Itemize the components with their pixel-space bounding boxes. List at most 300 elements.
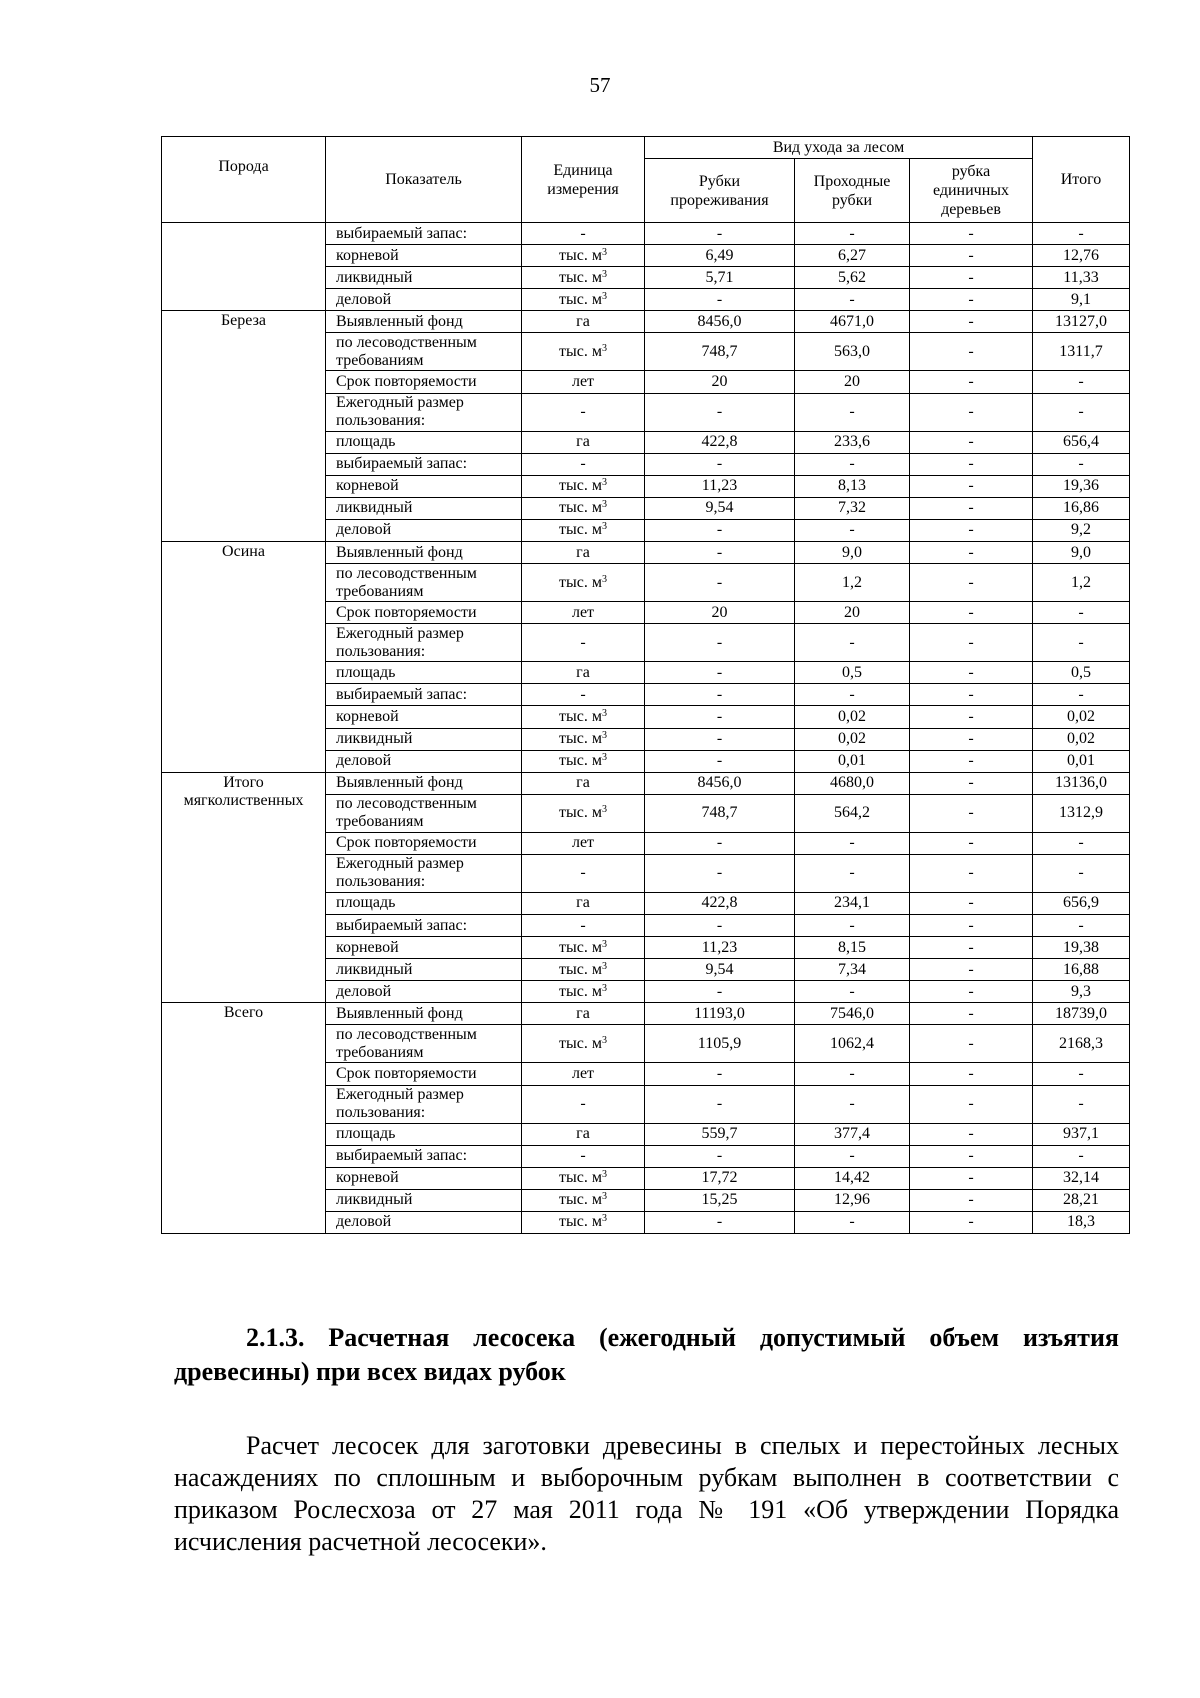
value-cell: - <box>910 662 1033 684</box>
value-cell: - <box>795 981 910 1003</box>
value-cell: - <box>645 624 795 662</box>
total-cell: 13136,0 <box>1033 772 1130 794</box>
species-cell: Всего <box>162 1003 326 1234</box>
unit-superscript: 3 <box>601 804 607 816</box>
value-cell: - <box>795 1145 910 1167</box>
value-cell: - <box>910 602 1033 624</box>
total-cell: 0,02 <box>1033 706 1130 728</box>
value-cell: - <box>795 393 910 431</box>
unit-cell <box>522 564 645 602</box>
unit-text: тыс. м <box>559 342 602 360</box>
value-cell: - <box>910 453 1033 475</box>
total-cell: 0,02 <box>1033 728 1130 750</box>
unit-cell <box>522 662 645 684</box>
value-cell: - <box>645 289 795 311</box>
value-cell: - <box>645 453 795 475</box>
value-cell: - <box>795 453 910 475</box>
unit-superscript: 3 <box>601 342 607 354</box>
unit-text: - <box>580 916 586 934</box>
unit-superscript: 3 <box>601 1213 607 1225</box>
indicator-cell: ликвидный <box>326 267 522 289</box>
section-heading: 2.1.3. Расчетная лесосека (ежегодный допустимый объем изъятия древесины) при всех видах рубок <box>174 1323 1119 1386</box>
value-cell: 8,15 <box>795 937 910 959</box>
total-cell: 9,3 <box>1033 981 1130 1003</box>
table-row <box>162 772 1130 794</box>
body-paragraph: Расчет лесосек для заготовки древесины в спелых и перестойных лесных насаждениях по сплошным и выборочным рубкам выполнен в соответствии с приказом Рослесхоза от 27 мая 2011 года № 191 «Об утверждении Порядка исчисления расчетной лесосеки». <box>174 1431 1119 1556</box>
header-single-tree-cutting: рубка единичных деревьев <box>910 159 1033 223</box>
value-cell: - <box>910 267 1033 289</box>
value-cell: - <box>910 223 1033 245</box>
indicator-cell: выбираемый запас: <box>326 1145 522 1167</box>
value-cell: 748,7 <box>645 333 795 371</box>
unit-text: лет <box>571 834 595 852</box>
value-cell: 6,27 <box>795 245 910 267</box>
unit-text: тыс. м <box>559 752 602 770</box>
unit-text: тыс. м <box>559 573 602 591</box>
total-cell: 1311,7 <box>1033 333 1130 371</box>
value-cell: 0,5 <box>795 662 910 684</box>
total-cell: 19,36 <box>1033 475 1130 497</box>
value-cell: - <box>910 854 1033 892</box>
value-cell: - <box>910 794 1033 832</box>
unit-superscript: 3 <box>601 573 607 585</box>
unit-superscript: 3 <box>601 1034 607 1046</box>
indicator-cell: корневой <box>326 937 522 959</box>
value-cell: 14,42 <box>795 1167 910 1189</box>
header-forest-care-type: Вид ухода за лесом <box>645 137 1033 159</box>
value-cell: - <box>645 564 795 602</box>
value-cell: 20 <box>795 371 910 393</box>
value-cell: - <box>795 832 910 854</box>
value-cell: - <box>645 542 795 564</box>
unit-text: - <box>580 403 586 421</box>
value-cell: - <box>795 223 910 245</box>
total-cell: 1312,9 <box>1033 794 1130 832</box>
unit-cell <box>522 542 645 564</box>
value-cell: - <box>645 684 795 706</box>
indicator-cell: площадь <box>326 662 522 684</box>
unit-text: тыс. м <box>559 730 602 748</box>
total-cell: 32,14 <box>1033 1167 1130 1189</box>
total-cell: - <box>1033 914 1130 936</box>
total-cell: - <box>1033 854 1130 892</box>
unit-superscript: 3 <box>601 982 607 994</box>
total-cell: 11,33 <box>1033 267 1130 289</box>
species-cell: Осина <box>162 542 326 773</box>
indicator-cell: ликвидный <box>326 959 522 981</box>
total-cell: - <box>1033 371 1130 393</box>
indicator-cell: Срок повторяемости <box>326 1063 522 1085</box>
unit-text: лет <box>571 603 595 621</box>
total-cell: - <box>1033 624 1130 662</box>
unit-text: га <box>576 543 590 561</box>
unit-cell <box>522 1063 645 1085</box>
unit-text: га <box>576 1004 590 1022</box>
indicator-cell: Срок повторяемости <box>326 832 522 854</box>
header-indicator: Показатель <box>326 137 522 223</box>
total-cell: 9,2 <box>1033 519 1130 541</box>
indicator-cell: выбираемый запас: <box>326 453 522 475</box>
indicator-cell: деловой <box>326 1211 522 1233</box>
value-cell: 377,4 <box>795 1123 910 1145</box>
value-cell: - <box>910 431 1033 453</box>
unit-superscript: 3 <box>601 1191 607 1203</box>
species-cell: Береза <box>162 311 326 542</box>
unit-text: га <box>576 433 590 451</box>
value-cell: 9,0 <box>795 542 910 564</box>
value-cell: 15,25 <box>645 1189 795 1211</box>
value-cell: - <box>795 1211 910 1233</box>
total-cell: - <box>1033 1085 1130 1123</box>
table-row <box>162 223 1130 245</box>
indicator-cell: Ежегодный размер пользования: <box>326 393 522 431</box>
unit-text: тыс. м <box>559 1169 602 1187</box>
unit-cell <box>522 1003 645 1025</box>
total-cell: 937,1 <box>1033 1123 1130 1145</box>
indicator-cell: площадь <box>326 892 522 914</box>
unit-text: тыс. м <box>559 268 602 286</box>
value-cell: 0,02 <box>795 706 910 728</box>
unit-text: тыс. м <box>559 246 602 264</box>
value-cell: - <box>910 333 1033 371</box>
unit-text: тыс. м <box>559 707 602 725</box>
value-cell: - <box>910 1211 1033 1233</box>
value-cell: - <box>645 519 795 541</box>
total-cell: 13127,0 <box>1033 311 1130 333</box>
value-cell: 12,96 <box>795 1189 910 1211</box>
value-cell: - <box>795 289 910 311</box>
unit-cell <box>522 1189 645 1211</box>
total-cell: 656,4 <box>1033 431 1130 453</box>
header-passage-cutting: Проходные рубки <box>795 159 910 223</box>
table-row <box>162 1003 1130 1025</box>
unit-cell <box>522 1025 645 1063</box>
unit-text: - <box>580 864 586 882</box>
unit-text: га <box>576 774 590 792</box>
value-cell: 1062,4 <box>795 1025 910 1063</box>
value-cell: - <box>910 981 1033 1003</box>
indicator-cell: по лесоводственным требованиям <box>326 564 522 602</box>
unit-cell <box>522 1085 645 1123</box>
unit-superscript: 3 <box>601 730 607 742</box>
unit-cell <box>522 728 645 750</box>
value-cell: - <box>795 684 910 706</box>
unit-cell <box>522 937 645 959</box>
unit-text: - <box>580 455 586 473</box>
value-cell: - <box>910 959 1033 981</box>
value-cell: - <box>910 393 1033 431</box>
total-cell: 18,3 <box>1033 1211 1130 1233</box>
value-cell: - <box>645 706 795 728</box>
unit-cell <box>522 393 645 431</box>
total-cell: - <box>1033 223 1130 245</box>
total-cell: - <box>1033 832 1130 854</box>
value-cell: - <box>645 1211 795 1233</box>
header-thinning: Рубки прореживания <box>645 159 795 223</box>
value-cell: 5,71 <box>645 267 795 289</box>
value-cell: 20 <box>645 371 795 393</box>
total-cell: 9,1 <box>1033 289 1130 311</box>
unit-text: тыс. м <box>559 804 602 822</box>
value-cell: 11,23 <box>645 475 795 497</box>
indicator-cell: выбираемый запас: <box>326 223 522 245</box>
value-cell: 233,6 <box>795 431 910 453</box>
unit-text: тыс. м <box>559 1034 602 1052</box>
value-cell: 4680,0 <box>795 772 910 794</box>
value-cell: 0,02 <box>795 728 910 750</box>
indicator-cell: Ежегодный размер пользования: <box>326 854 522 892</box>
unit-cell <box>522 497 645 519</box>
value-cell: 234,1 <box>795 892 910 914</box>
header-unit: Единица измерения <box>522 137 645 223</box>
total-cell: 19,38 <box>1033 937 1130 959</box>
indicator-cell: Выявленный фонд <box>326 1003 522 1025</box>
total-cell: 0,5 <box>1033 662 1130 684</box>
value-cell: 6,49 <box>645 245 795 267</box>
value-cell: 8456,0 <box>645 311 795 333</box>
value-cell: - <box>910 1063 1033 1085</box>
value-cell: - <box>910 1145 1033 1167</box>
unit-text: - <box>580 685 586 703</box>
value-cell: - <box>645 832 795 854</box>
unit-superscript: 3 <box>601 521 607 533</box>
total-cell: 16,88 <box>1033 959 1130 981</box>
page-number: 57 <box>589 73 611 97</box>
value-cell: 17,72 <box>645 1167 795 1189</box>
value-cell: - <box>645 662 795 684</box>
value-cell: 9,54 <box>645 497 795 519</box>
table-body <box>162 223 1130 1234</box>
unit-text: тыс. м <box>559 499 602 517</box>
value-cell: - <box>910 1085 1033 1123</box>
unit-cell <box>522 959 645 981</box>
table-row <box>162 542 1130 564</box>
unit-cell <box>522 311 645 333</box>
value-cell: - <box>645 914 795 936</box>
unit-cell <box>522 475 645 497</box>
value-cell: - <box>910 832 1033 854</box>
value-cell: - <box>910 311 1033 333</box>
indicator-cell: по лесоводственным требованиям <box>326 333 522 371</box>
value-cell: 559,7 <box>645 1123 795 1145</box>
unit-text: тыс. м <box>559 521 602 539</box>
value-cell: 20 <box>645 602 795 624</box>
value-cell: - <box>795 854 910 892</box>
value-cell: 8,13 <box>795 475 910 497</box>
table-row <box>162 311 1130 333</box>
unit-cell <box>522 267 645 289</box>
indicator-cell: площадь <box>326 1123 522 1145</box>
value-cell: 1105,9 <box>645 1025 795 1063</box>
unit-cell <box>522 431 645 453</box>
unit-text: лет <box>571 373 595 391</box>
unit-cell <box>522 289 645 311</box>
indicator-cell: ликвидный <box>326 1189 522 1211</box>
value-cell: 0,01 <box>795 750 910 772</box>
unit-text: тыс. м <box>559 982 602 1000</box>
unit-text: тыс. м <box>559 1191 602 1209</box>
unit-text: тыс. м <box>559 1213 602 1231</box>
indicator-cell: корневой <box>326 475 522 497</box>
unit-text: - <box>580 1095 586 1113</box>
unit-superscript: 3 <box>601 960 607 972</box>
unit-cell <box>522 1211 645 1233</box>
value-cell: - <box>910 371 1033 393</box>
indicator-cell: Ежегодный размер пользования: <box>326 624 522 662</box>
value-cell: - <box>910 684 1033 706</box>
value-cell: 563,0 <box>795 333 910 371</box>
value-cell: 422,8 <box>645 892 795 914</box>
header-species: Порода <box>162 137 326 223</box>
unit-cell <box>522 832 645 854</box>
indicator-cell: деловой <box>326 519 522 541</box>
header-total: Итого <box>1033 137 1130 223</box>
total-cell: 16,86 <box>1033 497 1130 519</box>
value-cell: 11193,0 <box>645 1003 795 1025</box>
total-cell: 656,9 <box>1033 892 1130 914</box>
value-cell: - <box>910 519 1033 541</box>
unit-cell <box>522 794 645 832</box>
unit-superscript: 3 <box>601 752 607 764</box>
unit-cell <box>522 223 645 245</box>
unit-cell <box>522 602 645 624</box>
value-cell: - <box>910 564 1033 602</box>
total-cell: - <box>1033 684 1130 706</box>
indicator-cell: выбираемый запас: <box>326 914 522 936</box>
unit-cell <box>522 854 645 892</box>
total-cell: 12,76 <box>1033 245 1130 267</box>
value-cell: 7,34 <box>795 959 910 981</box>
unit-cell <box>522 519 645 541</box>
unit-cell <box>522 453 645 475</box>
value-cell: 4671,0 <box>795 311 910 333</box>
unit-cell <box>522 333 645 371</box>
unit-cell <box>522 914 645 936</box>
value-cell: 7546,0 <box>795 1003 910 1025</box>
value-cell: - <box>795 914 910 936</box>
value-cell: 7,32 <box>795 497 910 519</box>
value-cell: - <box>910 892 1033 914</box>
unit-superscript: 3 <box>601 268 607 280</box>
unit-text: тыс. м <box>559 290 602 308</box>
unit-superscript: 3 <box>601 707 607 719</box>
value-cell: - <box>910 1167 1033 1189</box>
indicator-cell: Выявленный фонд <box>326 311 522 333</box>
unit-text: тыс. м <box>559 960 602 978</box>
unit-cell <box>522 371 645 393</box>
unit-superscript: 3 <box>601 477 607 489</box>
total-cell: 18739,0 <box>1033 1003 1130 1025</box>
unit-cell <box>522 772 645 794</box>
value-cell: - <box>795 1085 910 1123</box>
value-cell: 422,8 <box>645 431 795 453</box>
unit-cell <box>522 1123 645 1145</box>
indicator-cell: площадь <box>326 431 522 453</box>
total-cell: 2168,3 <box>1033 1025 1130 1063</box>
species-cell <box>162 223 326 311</box>
value-cell: - <box>910 245 1033 267</box>
indicator-cell: Срок повторяемости <box>326 371 522 393</box>
unit-text: тыс. м <box>559 938 602 956</box>
unit-cell <box>522 706 645 728</box>
unit-text: га <box>576 663 590 681</box>
total-cell: 28,21 <box>1033 1189 1130 1211</box>
indicator-cell: по лесоводственным требованиям <box>326 1025 522 1063</box>
value-cell: - <box>795 624 910 662</box>
value-cell: - <box>795 1063 910 1085</box>
unit-cell <box>522 1167 645 1189</box>
indicator-cell: Выявленный фонд <box>326 542 522 564</box>
value-cell: - <box>910 1189 1033 1211</box>
value-cell: - <box>645 854 795 892</box>
total-cell: 1,2 <box>1033 564 1130 602</box>
indicator-cell: ликвидный <box>326 728 522 750</box>
unit-text: га <box>576 894 590 912</box>
value-cell: 564,2 <box>795 794 910 832</box>
value-cell: - <box>910 475 1033 497</box>
indicator-cell: деловой <box>326 981 522 1003</box>
total-cell: - <box>1033 453 1130 475</box>
indicator-cell: Срок повторяемости <box>326 602 522 624</box>
total-cell: 9,0 <box>1033 542 1130 564</box>
value-cell: - <box>645 1085 795 1123</box>
indicator-cell: Выявленный фонд <box>326 772 522 794</box>
indicator-cell: Ежегодный размер пользования: <box>326 1085 522 1123</box>
unit-cell <box>522 1145 645 1167</box>
unit-text: га <box>576 1125 590 1143</box>
species-cell: Итого мягколиственных <box>162 772 326 1003</box>
indicator-cell: корневой <box>326 245 522 267</box>
value-cell: - <box>910 937 1033 959</box>
value-cell: - <box>910 914 1033 936</box>
unit-text: - <box>580 224 586 242</box>
total-cell: - <box>1033 602 1130 624</box>
value-cell: 20 <box>795 602 910 624</box>
indicator-cell: корневой <box>326 1167 522 1189</box>
value-cell: - <box>910 772 1033 794</box>
value-cell: - <box>645 223 795 245</box>
value-cell: - <box>645 393 795 431</box>
unit-text: га <box>576 312 590 330</box>
value-cell: 11,23 <box>645 937 795 959</box>
unit-cell <box>522 892 645 914</box>
unit-superscript: 3 <box>601 246 607 258</box>
value-cell: - <box>910 1123 1033 1145</box>
indicator-cell: деловой <box>326 289 522 311</box>
unit-superscript: 3 <box>601 499 607 511</box>
unit-text: тыс. м <box>559 477 602 495</box>
indicator-cell: корневой <box>326 706 522 728</box>
forest-care-table <box>161 136 1130 1234</box>
value-cell: - <box>910 624 1033 662</box>
value-cell: - <box>910 497 1033 519</box>
value-cell: - <box>910 289 1033 311</box>
value-cell: - <box>795 519 910 541</box>
unit-cell <box>522 684 645 706</box>
value-cell: - <box>910 1025 1033 1063</box>
unit-cell <box>522 750 645 772</box>
unit-cell <box>522 624 645 662</box>
value-cell: - <box>910 750 1033 772</box>
value-cell: - <box>645 728 795 750</box>
indicator-cell: ликвидный <box>326 497 522 519</box>
value-cell: - <box>910 728 1033 750</box>
total-cell: - <box>1033 1063 1130 1085</box>
unit-cell <box>522 981 645 1003</box>
value-cell: 748,7 <box>645 794 795 832</box>
value-cell: - <box>910 1003 1033 1025</box>
unit-superscript: 3 <box>601 290 607 302</box>
